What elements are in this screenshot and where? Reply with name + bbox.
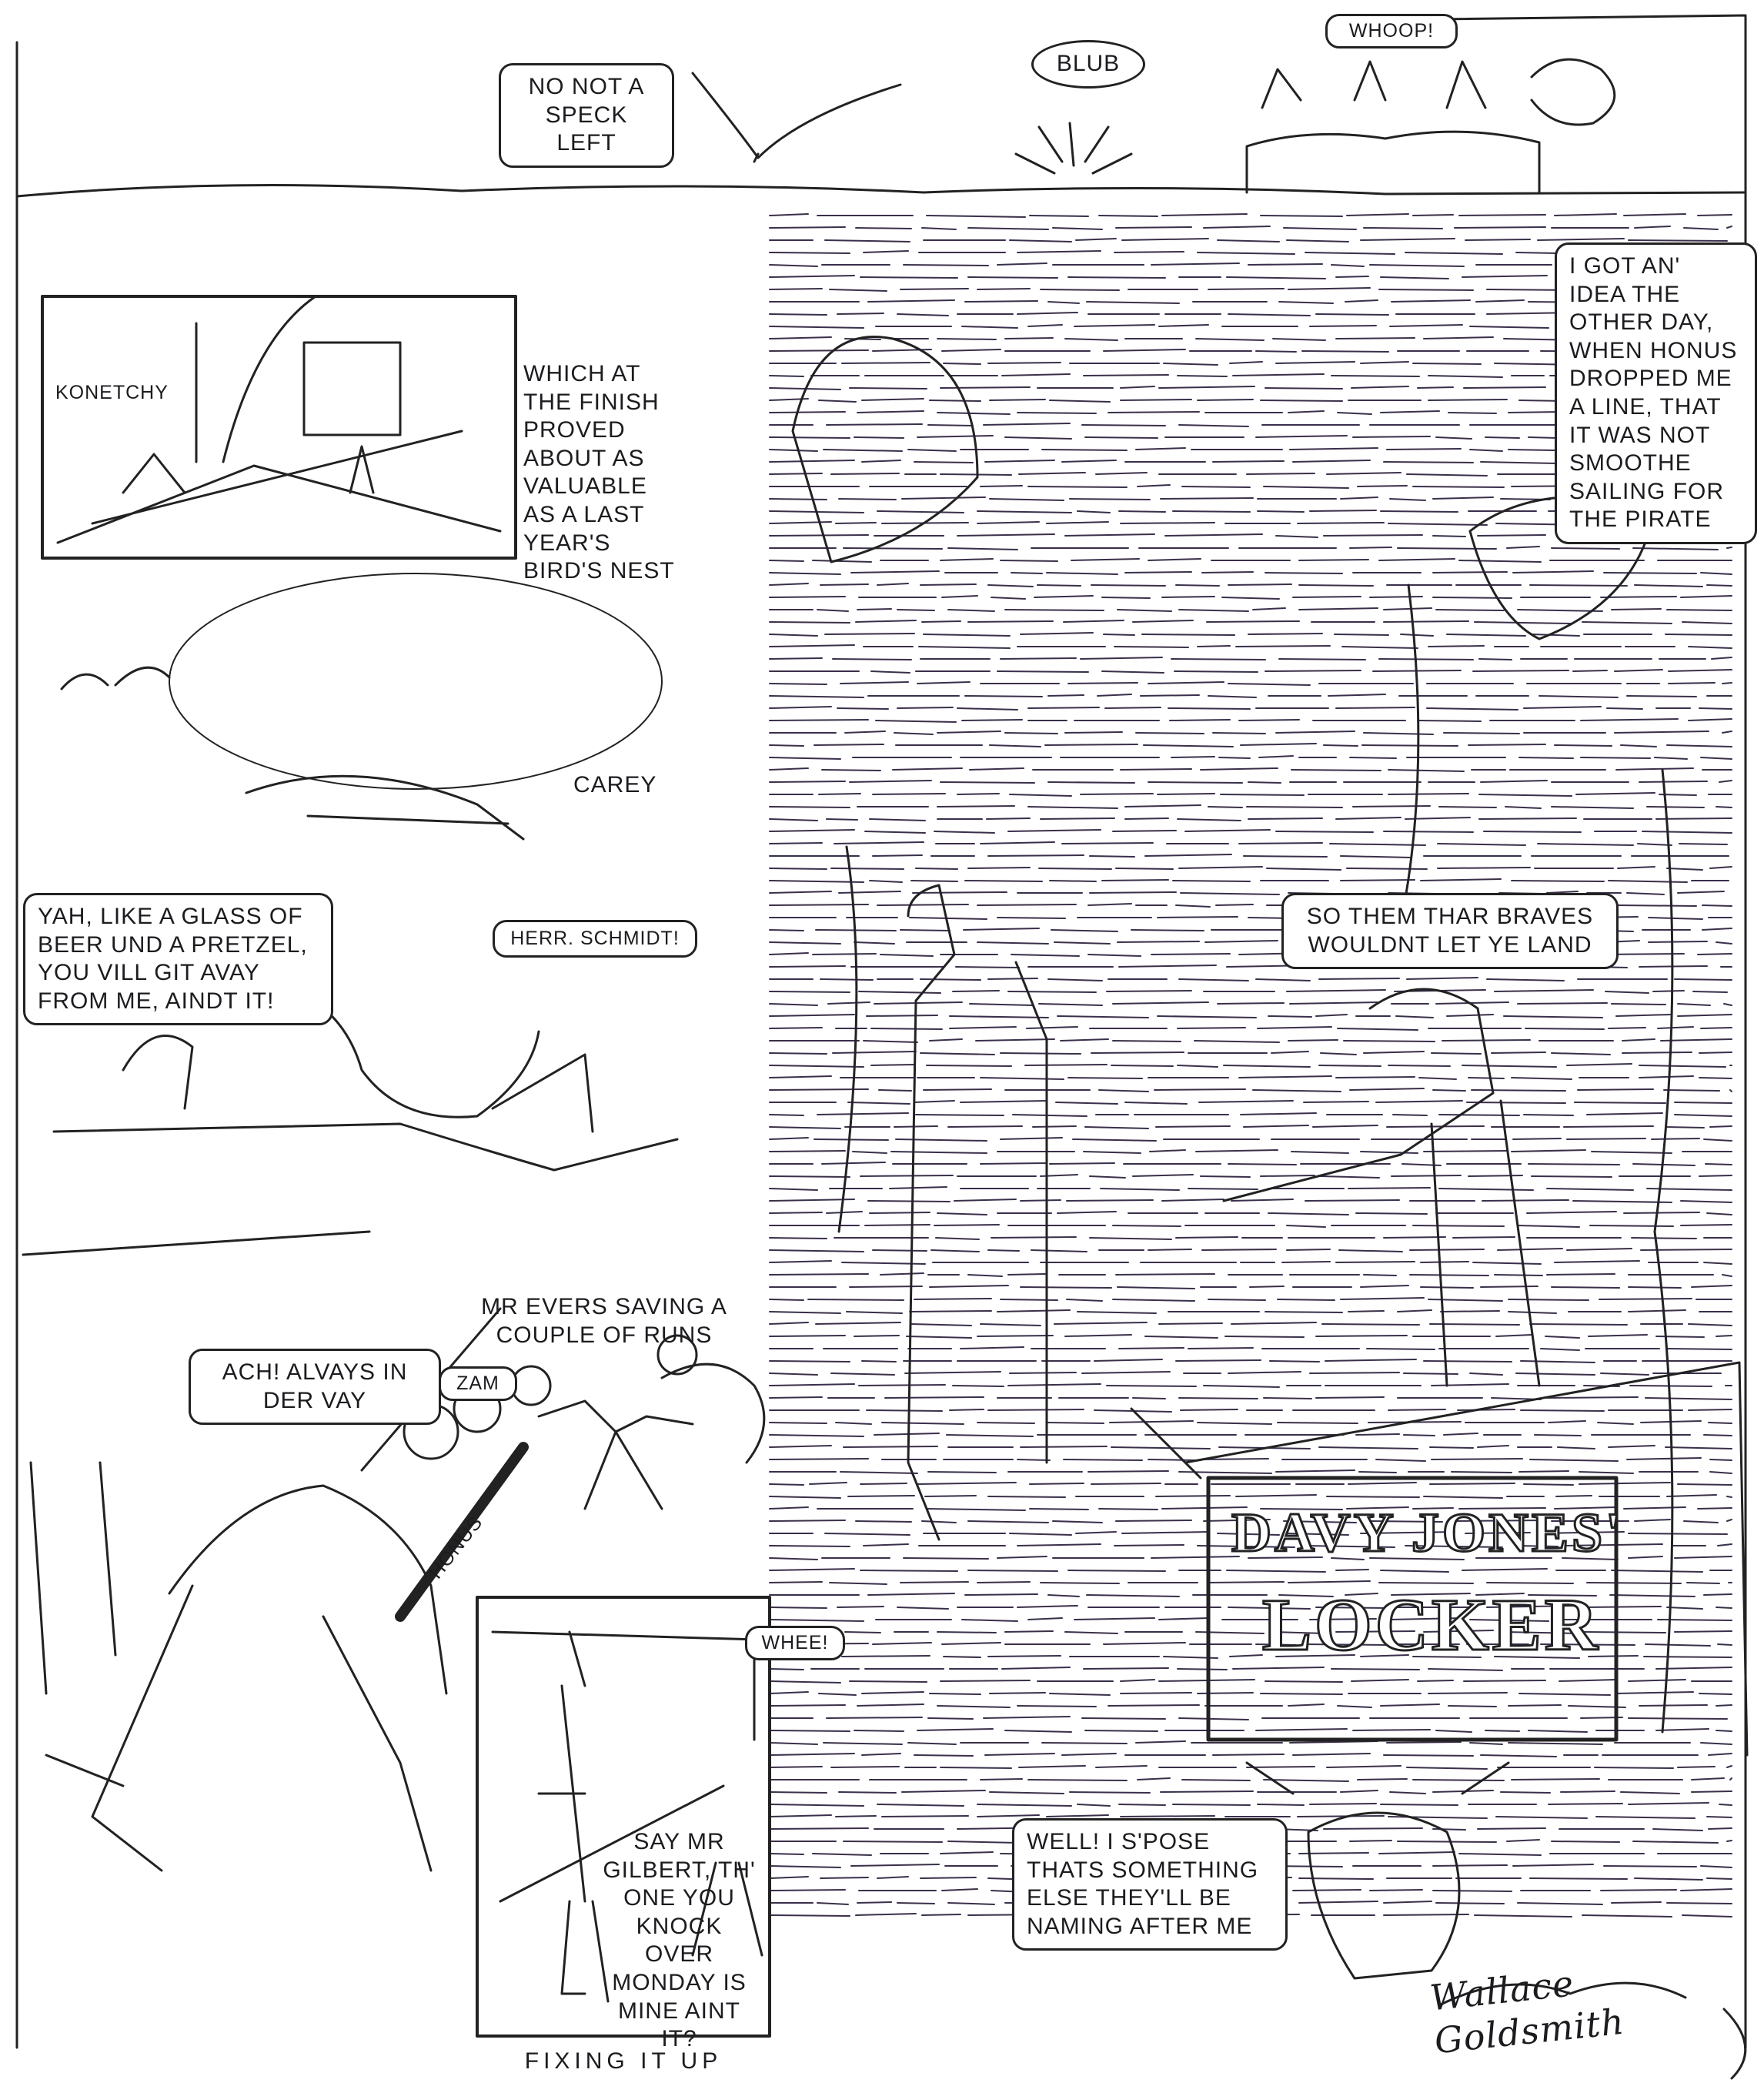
schmidt-figure (23, 993, 677, 1255)
label-zam: ZAM (439, 1366, 517, 1401)
bat-label-honus: HONUS (425, 1511, 487, 1583)
label-herr-schmidt: HERR. SCHMIDT! (493, 920, 697, 958)
speech-alvays-in-der-vay: ACH! ALVAYS IN DER VAY (189, 1349, 441, 1425)
label-carey: CAREY (573, 772, 657, 797)
sea-surface (17, 185, 1746, 196)
diver-left (793, 337, 977, 563)
speech-glass-of-beer: YAH, LIKE A GLASS OF BEER UND A PRETZEL, YOU VILL GIT AVAY FROM ME, AINDT IT! (23, 893, 333, 1025)
bird (693, 73, 900, 162)
speech-braves-wouldnt-let-ye-land: SO THEM THAR BRAVES WOULDNT LET YE LAND (1281, 893, 1619, 969)
rocks (1247, 132, 1539, 192)
locker-text-davy-jones: DAVY JONES' (1231, 1502, 1625, 1563)
panel-border (17, 15, 1746, 2048)
carey-slide (169, 573, 662, 789)
davy-jones (1224, 989, 1539, 1386)
label-konetchy: KONETCHY (55, 382, 169, 403)
caption-evers: MR EVERS SAVING A COUPLE OF RUNS (481, 1294, 727, 1348)
speech-mr-gilbert: SAY MR GILBERT, TH' ONE YOU KNOCK OVER MONDAY IS MINE AINT IT? (603, 1829, 756, 2052)
evers-figure (539, 1364, 764, 1509)
artist-signature: Wallace Goldsmith (1428, 1962, 1627, 2062)
caption-birds-nest: WHICH AT THE FINISH PROVED ABOUT AS VALUABLE AS A LAST YEAR'S BIRD'S NEST (523, 361, 675, 584)
speech-whee: WHEE! (745, 1626, 845, 1660)
speech-no-speck-left: NO NOT A SPECK LEFT (499, 63, 674, 168)
speech-honus-dropped-a-line: I GOT AN' IDEA THE OTHER DAY, WHEN HONUS DROPPED ME A LINE, THAT IT WAS NOT SMOOTHE SAILING FOR THE PIRATE (1555, 242, 1757, 544)
speech-lobster: WELL! I S'POSE THATS SOMETHING ELSE THEY'LL BE NAMING AFTER ME (1012, 1818, 1288, 1951)
speech-blub: BLUB (1031, 40, 1145, 89)
locker-text-locker: LOCKER (1262, 1583, 1602, 1666)
speech-whoop: WHOOP! (1325, 14, 1458, 48)
caption-fixing-it-up: FIXING IT UP (524, 2048, 723, 2074)
dancing-figures (1262, 59, 1615, 125)
splash (1016, 123, 1131, 173)
